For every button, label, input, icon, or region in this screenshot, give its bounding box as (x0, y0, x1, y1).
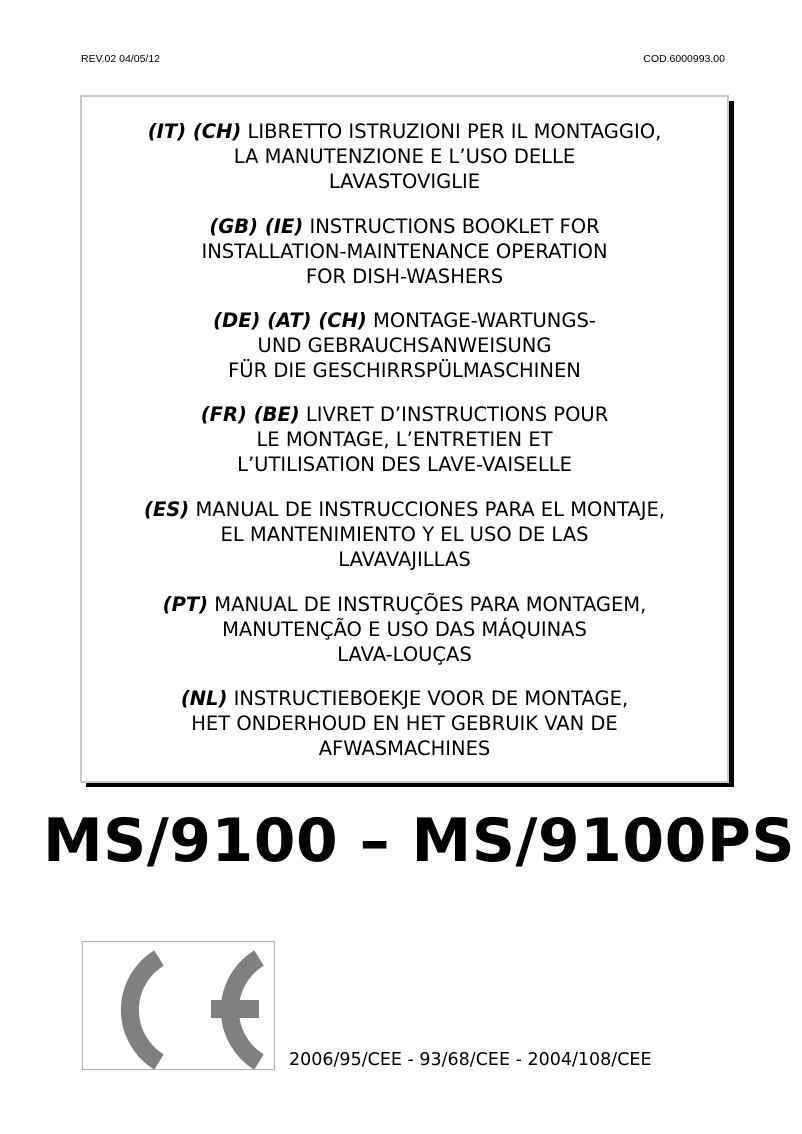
language-section-nl (82, 686, 727, 761)
language-code: (GB) (IE) (209, 215, 304, 238)
title-line: MANUAL DE INSTRUCCIONES PARA EL MONTAJE, (195, 498, 665, 521)
title-line: LIVRET D’INSTRUCTIONS POUR (305, 403, 609, 426)
document-code: COD.6000993.00 (643, 53, 725, 65)
language-code: (PT) (162, 593, 209, 616)
language-section-it (82, 119, 727, 194)
language-section-pt (82, 592, 727, 667)
title-line: MONTAGE-WARTUNGS- (373, 309, 596, 332)
title-line: L’UTILISATION DES LAVE-VAISELLE (237, 453, 572, 476)
language-code: (ES) (144, 498, 190, 521)
language-code: (FR) (BE) (200, 403, 300, 426)
title-line: LA MANUTENZIONE E L’USO DELLE (233, 145, 576, 168)
model-title: MS/9100 – MS/9100PS (42, 806, 796, 876)
language-code: (IT) (CH) (147, 120, 242, 143)
title-line: EL MANTENIMIENTO Y EL USO DE LAS (220, 523, 589, 546)
title-line: LAVAVAJILLAS (338, 548, 471, 571)
ce-mark-icon (83, 942, 274, 1069)
language-section-de (82, 308, 727, 383)
language-section-es (82, 497, 727, 572)
title-line: FÜR DIE GESCHIRRSPÜLMASCHINEN (228, 359, 581, 382)
language-section-fr (82, 402, 727, 477)
title-line: FOR DISH-WASHERS (305, 265, 504, 288)
title-line: MANUAL DE INSTRUÇÕES PARA MONTAGEM, (214, 593, 647, 616)
title-line: INSTRUCTIEBOEKJE VOOR DE MONTAGE, (233, 687, 629, 710)
language-code: (DE) (AT) (CH) (213, 309, 367, 332)
title-line: LAVA-LOUÇAS (337, 643, 472, 666)
language-code: (NL) (180, 687, 228, 710)
title-line: LE MONTAGE, L’ENTRETIEN ET (256, 428, 553, 451)
title-line: MANUTENÇÃO E USO DAS MÁQUINAS (222, 618, 587, 641)
directives-text: 2006/95/CEE - 93/68/CEE - 2004/108/CEE (289, 1050, 652, 1070)
language-section-gb (82, 214, 727, 289)
title-box (80, 95, 729, 783)
title-line: HET ONDERHOUD EN HET GEBRUIK VAN DE (191, 712, 618, 735)
title-line: AFWASMACHINES (318, 737, 491, 760)
revision-label: REV.02 04/05/12 (81, 53, 161, 65)
title-line: INSTALLATION-MAINTENANCE OPERATION (201, 240, 608, 263)
title-line: LIBRETTO ISTRUZIONI PER IL MONTAGGIO, (247, 120, 662, 143)
title-line: UND GEBRAUCHSANWEISUNG (257, 334, 552, 357)
ce-mark (82, 941, 275, 1070)
title-line: INSTRUCTIONS BOOKLET FOR (309, 215, 600, 238)
title-line: LAVASTOVIGLIE (328, 170, 481, 193)
